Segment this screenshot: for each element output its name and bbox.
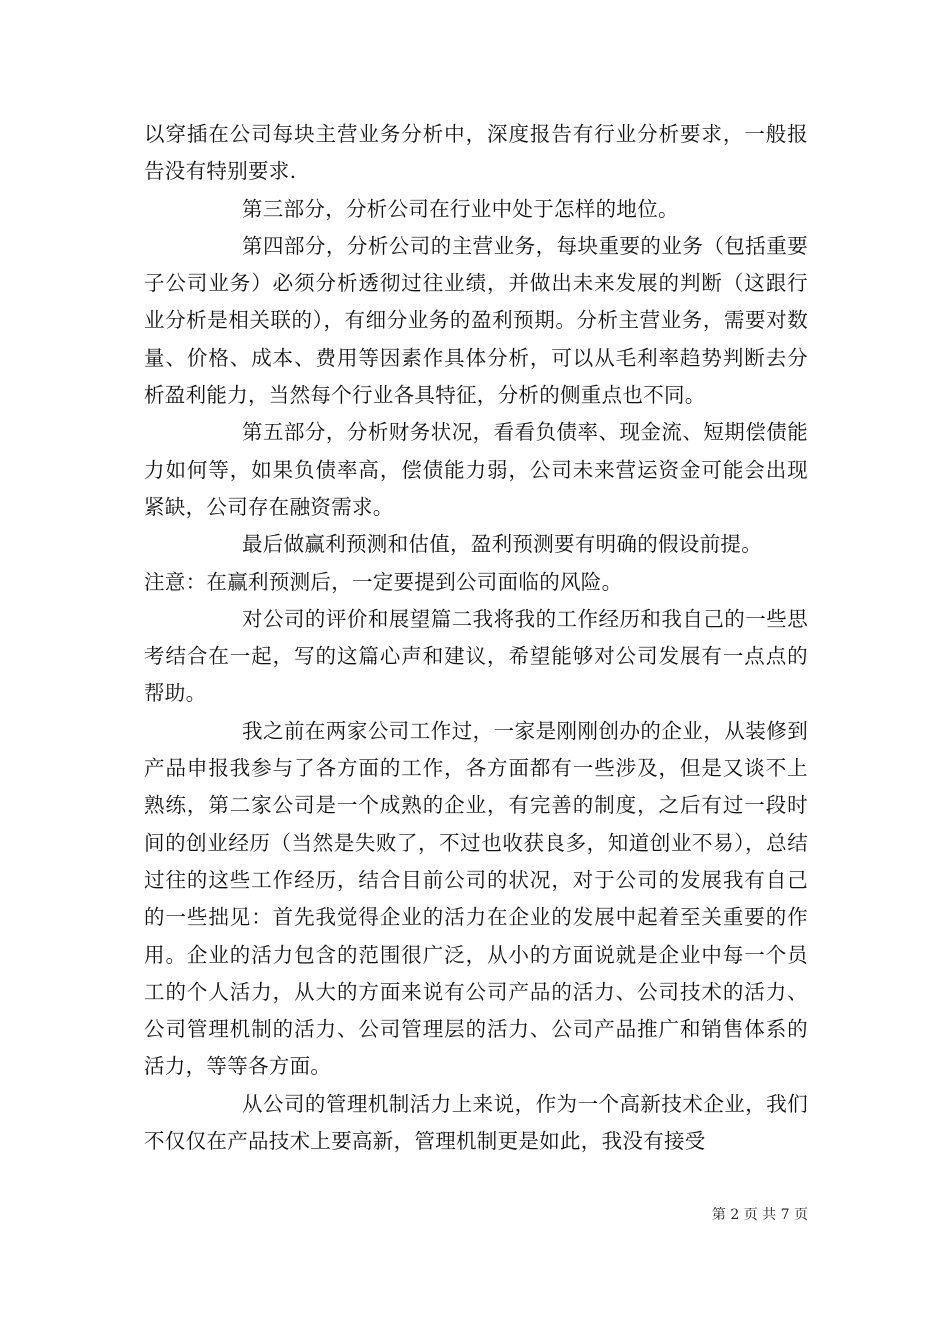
- paragraph: 第四部分，分析公司的主营业务，每块重要的业务（包括重要子公司业务）必须分析透彻过往业绩，并做出未来发展的判断（这跟行业分析是相关联的），有细分业务的盈利预期。分析主营业务，需要对数量、价格、成本、费用等因素作具体分析，可以从毛利率趋势判断去分析盈利能力，当然每个行业各具特征，分析的侧重点也不同。: [144, 233, 808, 408]
- paragraph: 注意：在赢利预测后，一定要提到公司面临的风险。: [144, 569, 623, 594]
- paragraph: 最后做赢利预测和估值，盈利预测要有明确的假设前提。: [242, 532, 762, 557]
- paragraph: 第三部分，分析公司在行业中处于怎样的地位。: [242, 196, 679, 221]
- paragraph: 我之前在两家公司工作过，一家是刚刚创办的企业，从装修到产品申报我参与了各方面的工作，各方面都有一些涉及，但是又谈不上熟练，第二家公司是一个成熟的企业，有完善的制度，之后有过一段时间的创业经历（当然是失败了，不过也收获良多，知道创业不易），总结过往的这些工作经历，结合目前公司的状况，对于公司的发展我有自己的一些拙见：首先我觉得企业的活力在企业的发展中起着至关重要的作用。企业的活力包含的范围很广泛，从小的方面说就是企业中每一个员工的个人活力，从大的方面来说有公司产品的活力、公司技术的活力、公司管理机制的活力、公司管理层的活力、公司产品推广和销售体系的活力，等等各方面。: [144, 718, 808, 1079]
- paragraph: 第五部分，分析财务状况，看看负债率、现金流、短期偿债能力如何等，如果负债率高，偿债能力弱，公司未来营运资金可能会出现紧缺，公司存在融资需求。: [144, 420, 808, 519]
- paragraph: 对公司的评价和展望篇二我将我的工作经历和我自己的一些思考结合在一起，写的这篇心声和建议，希望能够对公司发展有一点点的帮助。: [144, 606, 808, 706]
- document-body: [144, 116, 808, 1160]
- paragraph: 从公司的管理机制活力上来说，作为一个高新技术企业，我们不仅仅在产品技术上要高新，管理机制更是如此，我没有接受: [144, 1091, 808, 1154]
- paragraph: 以穿插在公司每块主营业务分析中，深度报告有行业分析要求，一般报告没有特别要求.: [144, 122, 808, 184]
- page-number-footer: 第 2 页 共 7 页: [711, 1207, 808, 1223]
